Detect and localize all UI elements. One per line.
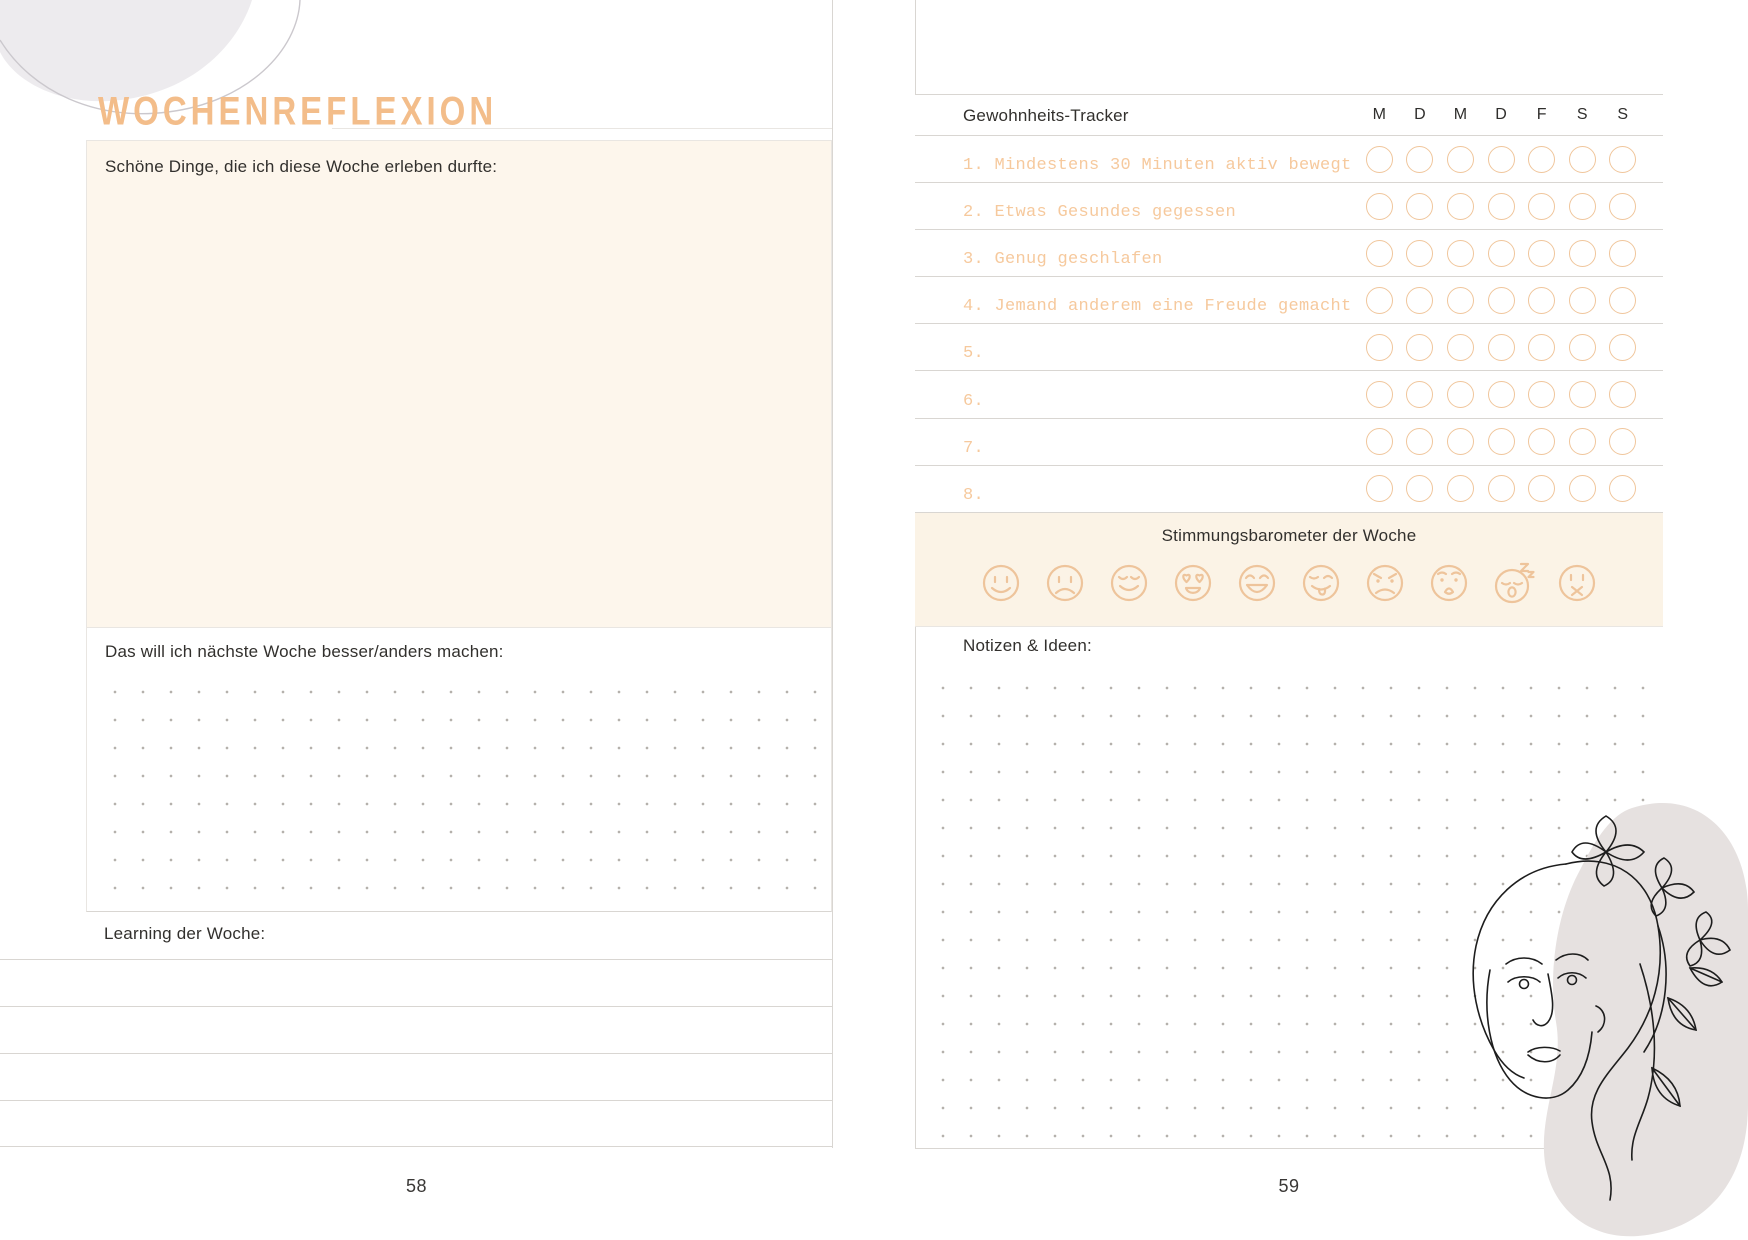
mood-sleepy-icon[interactable] bbox=[1491, 561, 1535, 605]
mood-sick-icon[interactable] bbox=[1555, 561, 1599, 605]
habit-tracker-title: Gewohnheits-Tracker bbox=[963, 106, 1129, 125]
habit-label: 2. Etwas Gesundes gegessen bbox=[963, 203, 1237, 223]
habit-row bbox=[915, 136, 1663, 183]
habit-circle-cells bbox=[1359, 466, 1643, 512]
habit-day-circle[interactable] bbox=[1366, 428, 1393, 455]
improve-label: Das will ich nächste Woche besser/anders machen: bbox=[105, 642, 504, 661]
nice-things-box[interactable] bbox=[86, 140, 832, 628]
nice-things-label: Schöne Dinge, die ich diese Woche erleben durfte: bbox=[105, 157, 498, 176]
habit-tracker-header bbox=[915, 94, 1663, 136]
habit-day-circle[interactable] bbox=[1609, 381, 1636, 408]
habit-day-circle[interactable] bbox=[1569, 428, 1596, 455]
ruled-line[interactable] bbox=[0, 1053, 833, 1054]
mood-content-icon[interactable] bbox=[1107, 561, 1151, 605]
habit-row bbox=[915, 371, 1663, 418]
habit-day-circle[interactable] bbox=[1609, 475, 1636, 502]
habit-circle-cells bbox=[1359, 419, 1643, 465]
habit-day-circle[interactable] bbox=[1447, 428, 1474, 455]
day-header-cells bbox=[1359, 95, 1643, 135]
habit-day-circle[interactable] bbox=[1609, 146, 1636, 173]
habit-rows bbox=[915, 136, 1663, 513]
day-letter: S bbox=[1617, 106, 1629, 123]
habit-day-circle[interactable] bbox=[1528, 240, 1555, 267]
habit-day-circle[interactable] bbox=[1406, 381, 1433, 408]
habit-day-circle[interactable] bbox=[1447, 193, 1474, 220]
habit-row bbox=[915, 230, 1663, 277]
habit-day-circle[interactable] bbox=[1569, 475, 1596, 502]
habit-day-circle[interactable] bbox=[1488, 240, 1515, 267]
ruled-line[interactable] bbox=[0, 1006, 833, 1007]
habit-day-circle[interactable] bbox=[1609, 193, 1636, 220]
habit-day-circle[interactable] bbox=[1569, 146, 1596, 173]
habit-day-circle[interactable] bbox=[1609, 428, 1636, 455]
habit-day-circle[interactable] bbox=[1528, 193, 1555, 220]
habit-day-circle[interactable] bbox=[1406, 146, 1433, 173]
mood-laughing-icon[interactable] bbox=[1235, 561, 1279, 605]
habit-day-circle[interactable] bbox=[1406, 287, 1433, 314]
habit-day-circle[interactable] bbox=[1447, 287, 1474, 314]
habit-day-circle[interactable] bbox=[1569, 193, 1596, 220]
habit-day-circle[interactable] bbox=[1528, 287, 1555, 314]
habit-row bbox=[915, 466, 1663, 513]
mood-worried-icon[interactable] bbox=[1427, 561, 1471, 605]
habit-day-circle[interactable] bbox=[1447, 334, 1474, 361]
habit-day-circle[interactable] bbox=[1366, 381, 1393, 408]
habit-label: 8. bbox=[963, 485, 985, 505]
habit-day-circle[interactable] bbox=[1528, 475, 1555, 502]
habit-circle-cells bbox=[1359, 371, 1643, 417]
day-letter: M bbox=[1453, 106, 1468, 123]
day-letter: D bbox=[1414, 106, 1426, 123]
habit-day-circle[interactable] bbox=[1366, 475, 1393, 502]
habit-day-circle[interactable] bbox=[1447, 240, 1474, 267]
improve-dot-grid[interactable] bbox=[101, 678, 827, 903]
habit-day-circle[interactable] bbox=[1447, 475, 1474, 502]
habit-circle-cells bbox=[1359, 230, 1643, 276]
left-page-edge bbox=[832, 0, 833, 1148]
habit-day-circle[interactable] bbox=[1366, 287, 1393, 314]
ruled-line[interactable] bbox=[0, 1100, 833, 1101]
mood-barometer-title: Stimmungsbarometer der Woche bbox=[1161, 526, 1417, 545]
habit-day-circle[interactable] bbox=[1406, 475, 1433, 502]
habit-day-circle[interactable] bbox=[1447, 381, 1474, 408]
habit-day-circle[interactable] bbox=[1406, 240, 1433, 267]
habit-label: 7. bbox=[963, 438, 985, 458]
habit-day-circle[interactable] bbox=[1528, 381, 1555, 408]
habit-day-circle[interactable] bbox=[1488, 381, 1515, 408]
day-letter: D bbox=[1495, 106, 1507, 123]
habit-day-circle[interactable] bbox=[1406, 334, 1433, 361]
habit-day-circle[interactable] bbox=[1488, 334, 1515, 361]
habit-day-circle[interactable] bbox=[1569, 240, 1596, 267]
habit-day-circle[interactable] bbox=[1569, 287, 1596, 314]
habit-label: 3. Genug geschlafen bbox=[963, 250, 1163, 270]
habit-row bbox=[915, 183, 1663, 230]
learning-label: Learning der Woche: bbox=[104, 924, 266, 943]
habit-day-circle[interactable] bbox=[1609, 240, 1636, 267]
habit-day-circle[interactable] bbox=[1528, 146, 1555, 173]
habit-circle-cells bbox=[1359, 277, 1643, 323]
habit-day-circle[interactable] bbox=[1528, 428, 1555, 455]
habit-day-circle[interactable] bbox=[1366, 334, 1393, 361]
ruled-line[interactable] bbox=[0, 959, 833, 960]
habit-day-circle[interactable] bbox=[1488, 428, 1515, 455]
habit-label: 6. bbox=[963, 391, 985, 411]
mood-sad-icon[interactable] bbox=[1043, 561, 1087, 605]
day-letter: F bbox=[1536, 106, 1547, 123]
habit-day-circle[interactable] bbox=[1488, 146, 1515, 173]
habit-day-circle[interactable] bbox=[1488, 475, 1515, 502]
face-line-art-illustration bbox=[1400, 768, 1748, 1240]
page-number-right: 59 bbox=[1278, 1176, 1300, 1196]
habit-row bbox=[915, 277, 1663, 324]
habit-label: 5. bbox=[963, 344, 985, 364]
habit-circle-cells bbox=[1359, 183, 1643, 229]
ruled-line[interactable] bbox=[0, 1146, 833, 1147]
mood-angry-icon[interactable] bbox=[1363, 561, 1407, 605]
habit-day-circle[interactable] bbox=[1366, 146, 1393, 173]
habit-day-circle[interactable] bbox=[1406, 193, 1433, 220]
page-number-left: 58 bbox=[405, 1176, 428, 1196]
habit-row bbox=[915, 419, 1663, 466]
mood-wink-tongue-icon[interactable] bbox=[1299, 561, 1343, 605]
habit-day-circle[interactable] bbox=[1447, 146, 1474, 173]
habit-day-circle[interactable] bbox=[1609, 334, 1636, 361]
habit-day-circle[interactable] bbox=[1569, 334, 1596, 361]
habit-label: 1. Mindestens 30 Minuten aktiv bewegt bbox=[963, 156, 1352, 176]
day-letter: M bbox=[1372, 106, 1386, 123]
habit-circle-cells bbox=[1359, 136, 1643, 182]
improve-box[interactable] bbox=[86, 628, 832, 912]
habit-day-circle[interactable] bbox=[1406, 428, 1433, 455]
habit-circle-cells bbox=[1359, 324, 1643, 370]
habit-day-circle[interactable] bbox=[1488, 193, 1515, 220]
habit-day-circle[interactable] bbox=[1569, 381, 1596, 408]
habit-day-circle[interactable] bbox=[1609, 287, 1636, 314]
habit-day-circle[interactable] bbox=[1366, 240, 1393, 267]
day-letter: S bbox=[1576, 106, 1588, 123]
mood-heart-eyes-icon[interactable] bbox=[1171, 561, 1215, 605]
habit-day-circle[interactable] bbox=[1528, 334, 1555, 361]
habit-label: 4. Jemand anderem eine Freude gemacht bbox=[963, 297, 1352, 317]
habit-row bbox=[915, 324, 1663, 371]
mood-smiley-icon[interactable] bbox=[979, 561, 1023, 605]
notes-label: Notizen & Ideen: bbox=[963, 636, 1092, 655]
mood-barometer-box bbox=[915, 513, 1663, 627]
page-title: WOCHENREFLEXION bbox=[98, 88, 498, 134]
mood-row bbox=[915, 561, 1663, 605]
habit-day-circle[interactable] bbox=[1366, 193, 1393, 220]
habit-day-circle[interactable] bbox=[1488, 287, 1515, 314]
